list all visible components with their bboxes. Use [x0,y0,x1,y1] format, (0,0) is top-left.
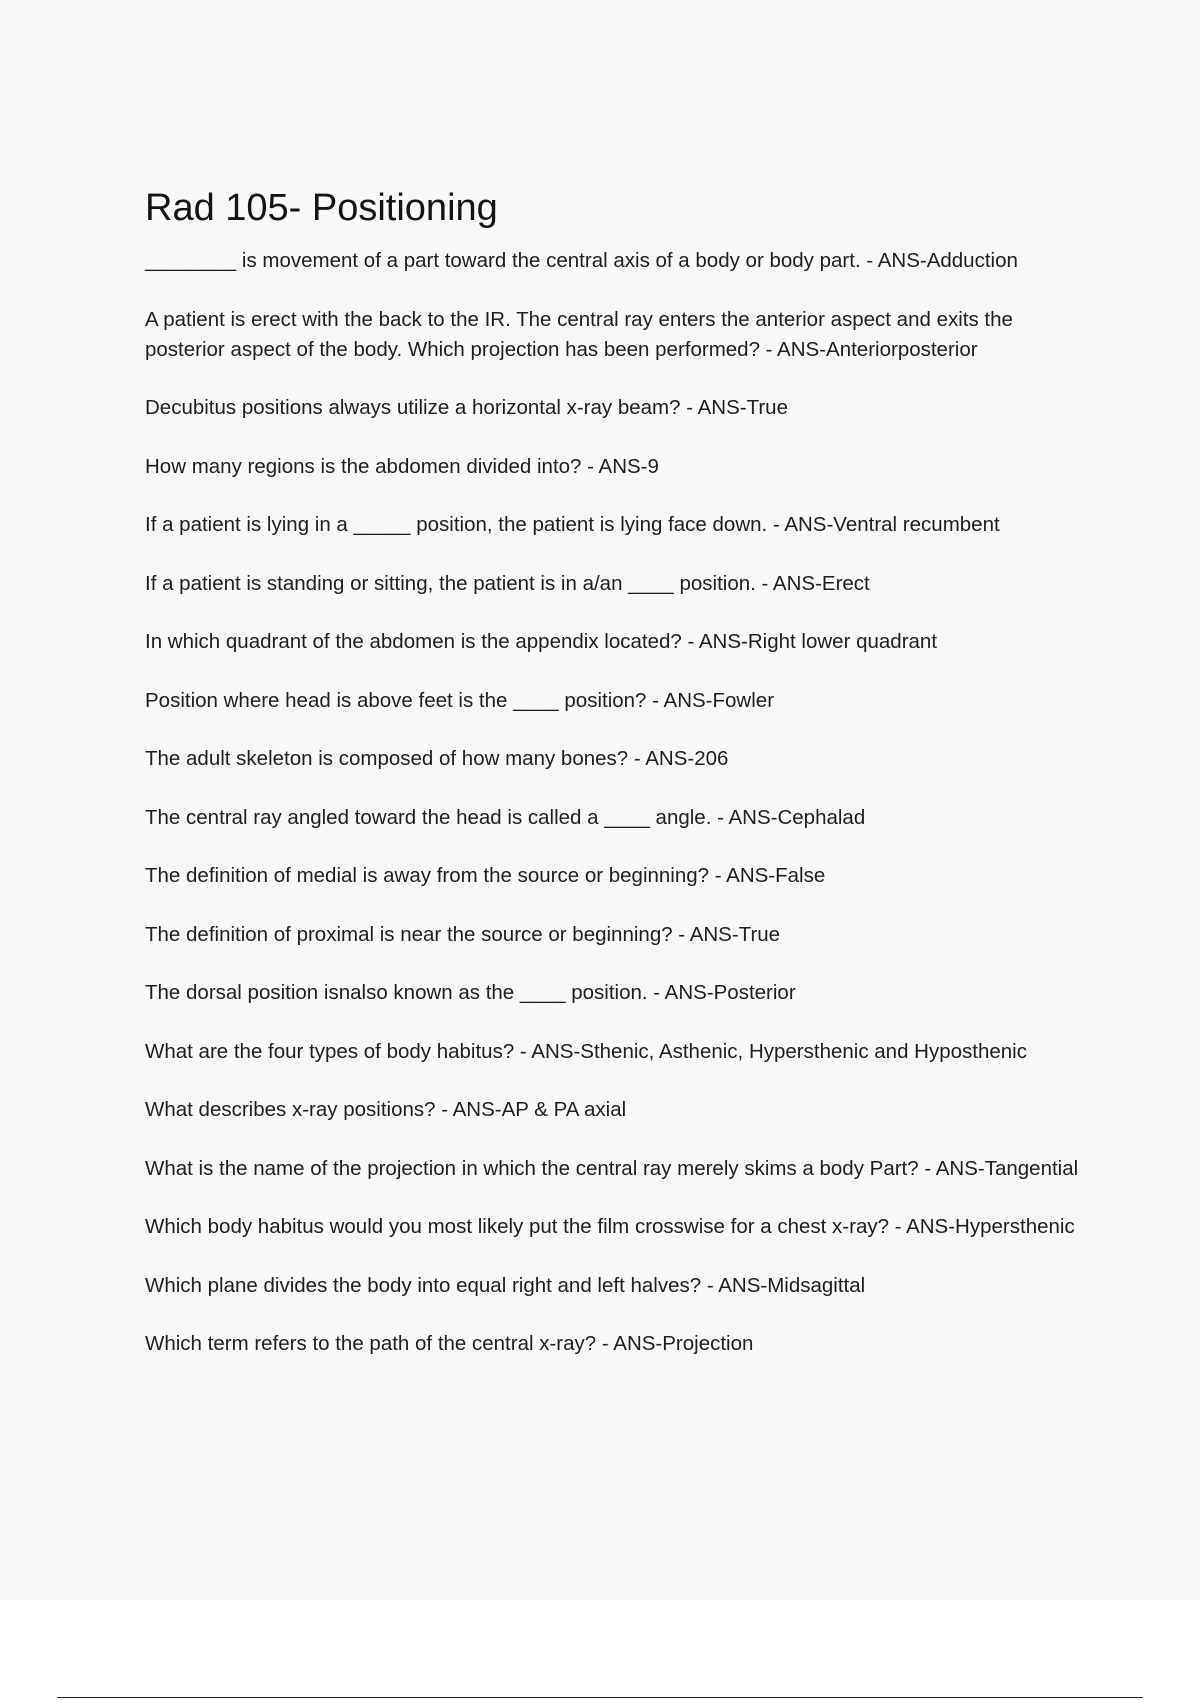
qa-item-7: In which quadrant of the abdomen is the appendix located? - ANS-Right lower quadrant [145,630,938,653]
qa-item-6: If a patient is standing or sitting, the patient is in a/an ____ position. - ANS-Erect [145,571,870,595]
qa-item-16: What is the name of the projection in which the central ray merely skims a body Part? - ANS-Tangential [145,1156,1079,1180]
qa-item-5: If a patient is lying in a _____ position, the patient is lying face down. - ANS-Ventral recumbent [145,513,1000,536]
qa-item-12: The definition of proximal is near the source or beginning? - ANS-True [145,922,781,946]
qa-item-11: The definition of medial is away from the source or beginning? - ANS-False [145,864,826,887]
qa-item-17: Which body habitus would you most likely put the film crosswise for a chest x-ray? - ANS-Hypersthenic [145,1215,1075,1238]
qa-item-1: ________ is movement of a part toward the central axis of a body or body part. - ANS-Adduction [145,249,1018,272]
qa-item-10: The central ray angled toward the head is called a ____ angle. - ANS-Cephalad [145,805,866,829]
qa-list [145,246,1095,1359]
qa-item-2: A patient is erect with the back to the IR. The central ray enters the anterior aspect and exits the posterior aspect of the body. Which projection has been performed? - ANS-Anteriorposterior [145,307,1013,361]
qa-item-18: Which plane divides the body into equal right and left halves? - ANS-Midsagittal [145,1273,866,1297]
qa-item-9: The adult skeleton is composed of how many bones? - ANS-206 [145,747,729,770]
document-content [145,183,1095,1388]
qa-item-13: The dorsal position isnalso known as the ____ position. - ANS-Posterior [145,981,796,1004]
qa-item-14: What are the four types of body habitus? - ANS-Sthenic, Asthenic, Hypersthenic and Hyposthenic [145,1039,1027,1063]
qa-item-4: How many regions is the abdomen divided into? - ANS-9 [145,454,659,478]
qa-item-15: What describes x-ray positions? - ANS-AP & PA axial [145,1098,627,1121]
qa-item-3: Decubitus positions always utilize a horizontal x-ray beam? - ANS-True [145,396,788,419]
document-title: Rad 105- Positioning [145,187,498,229]
footer-divider [57,1697,1143,1698]
qa-item-8: Position where head is above feet is the ____ position? - ANS-Fowler [145,688,775,712]
qa-item-19: Which term refers to the path of the central x-ray? - ANS-Projection [145,1332,754,1355]
